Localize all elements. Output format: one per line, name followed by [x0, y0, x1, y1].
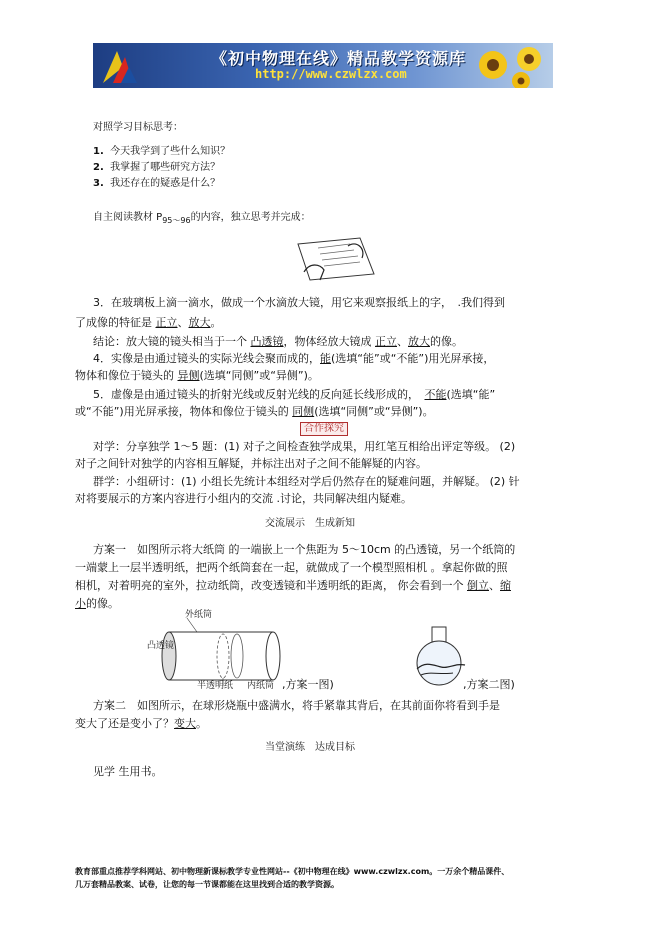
plan-1-line3: 相机，对着明亮的室外，拉动纸筒，改变透镜和半透明纸的距离， 你会看到一个 倒立、缩	[75, 579, 511, 592]
reflection-question: 3. 我还存在的疑惑是什么？	[93, 178, 221, 189]
group-study-line1: 群学：小组研讨：(1) 小组长先统计本组经对学后仍然存在的疑难问题，并解疑。 (2) 针	[93, 475, 520, 488]
pair-study-line2: 对子之间针对独学的内容相互解疑，并标注出对子之间不能解疑的内容。	[75, 457, 427, 470]
reflection-question: 2. 我掌握了哪些研究方法？	[93, 162, 221, 173]
question-3-line1: 3．在玻璃板上滴一滴水，做成一个水滴放大镜，用它来观察报纸上的字， .我们得到	[93, 296, 505, 309]
figure-1-caption: ,方案一图)	[282, 678, 334, 691]
site-logo-icon	[99, 47, 139, 85]
footer-line2: 几万套精品教案、试卷，让您的每一节课都能在这里找到合适的教学资源。	[75, 880, 339, 889]
question-5-line2: 或“不能”)用光屏承接，物体和像位于镜头的 同侧(选填“同侧”或“异侧”)。	[75, 405, 434, 418]
plan-1-line4: 小的像。	[75, 597, 119, 610]
exchange-heading: 交流展示 生成新知	[265, 518, 355, 529]
model-camera-figure	[145, 608, 305, 691]
site-url[interactable]: http://www.czwlzx.com	[255, 67, 407, 81]
cooperation-badge: 合作探究	[300, 422, 348, 436]
plan-1-line2: 一端蒙上一层半透明纸，把两个纸筒套在一起，就做成了一个模型照相机 。拿起你做的照	[75, 561, 508, 574]
reading-instruction: 自主阅读教材 $P_{95\sim 96}$的内容，独立思考并完成：	[93, 212, 311, 225]
group-study-line2: 对将要展示的方案内容进行小组内的交流 .讨论，共同解决组内疑难。	[75, 492, 412, 505]
inner-tube-label: 内纸筒	[247, 681, 275, 691]
reflection-heading: 对照学习目标思考：	[93, 122, 183, 133]
conclusion-line: 结论：放大镜的镜头相当于一个 凸透镜，物体经放大镜成 正立、放大的像。	[93, 335, 463, 348]
question-3-line2: 了成像的特征是 正立、放大。	[75, 316, 222, 329]
practice-text: 见学 生用书。	[93, 765, 163, 778]
plan-2-line1: 方案二 如图所示，在球形烧瓶中盛满水，将手紧靠其背后，在其前面你将看到手是	[93, 699, 500, 712]
reflection-question: 1. 今天我学到了些什么知识？	[93, 146, 231, 157]
figure-2-caption: ,方案二图)	[463, 678, 515, 691]
site-title: 《初中物理在线》精品教学资源库	[211, 49, 467, 68]
translucent-paper-label: 半透明纸	[197, 681, 234, 691]
sunflower-decoration-icon	[463, 43, 553, 88]
question-4-line2: 物体和像位于镜头的 异侧(选填“同侧”或“异侧”)。	[75, 369, 319, 382]
practice-heading: 当堂演练 达成目标	[265, 742, 355, 753]
lens-label: 凸透镜	[147, 641, 175, 651]
plan-2-line2: 变大了还是变小了？变大。	[75, 717, 207, 730]
header-banner	[93, 43, 553, 88]
footer-line1: 教育部重点推荐学科网站、初中物理新课标教学专业性网站--《初中物理在线》www.czwlzx.com。一万余个精品课件、	[75, 867, 510, 876]
question-4-line1: 4．实像是由通过镜头的实际光线会聚而成的，能(选填“能”或“不能”)用光屏承接，	[93, 352, 495, 365]
outer-tube-label: 外纸筒	[185, 610, 213, 620]
plan-1-line1: 方案一 如图所示将大纸筒 的一端嵌上一个焦距为 5～10cm 的凸透镜，另一个纸筒的	[93, 543, 516, 556]
pair-study-line1: 对学：分享独学 1～5 题：(1) 对子之间检查独学成果，用红笔互相给出评定等级。 (2)	[93, 440, 516, 453]
water-drop-magnifier-illustration	[290, 234, 380, 282]
question-5-line1: 5．虚像是由通过镜头的折射光线或反射光线的反向延长线形成的， 不能(选填“能”	[93, 388, 496, 401]
